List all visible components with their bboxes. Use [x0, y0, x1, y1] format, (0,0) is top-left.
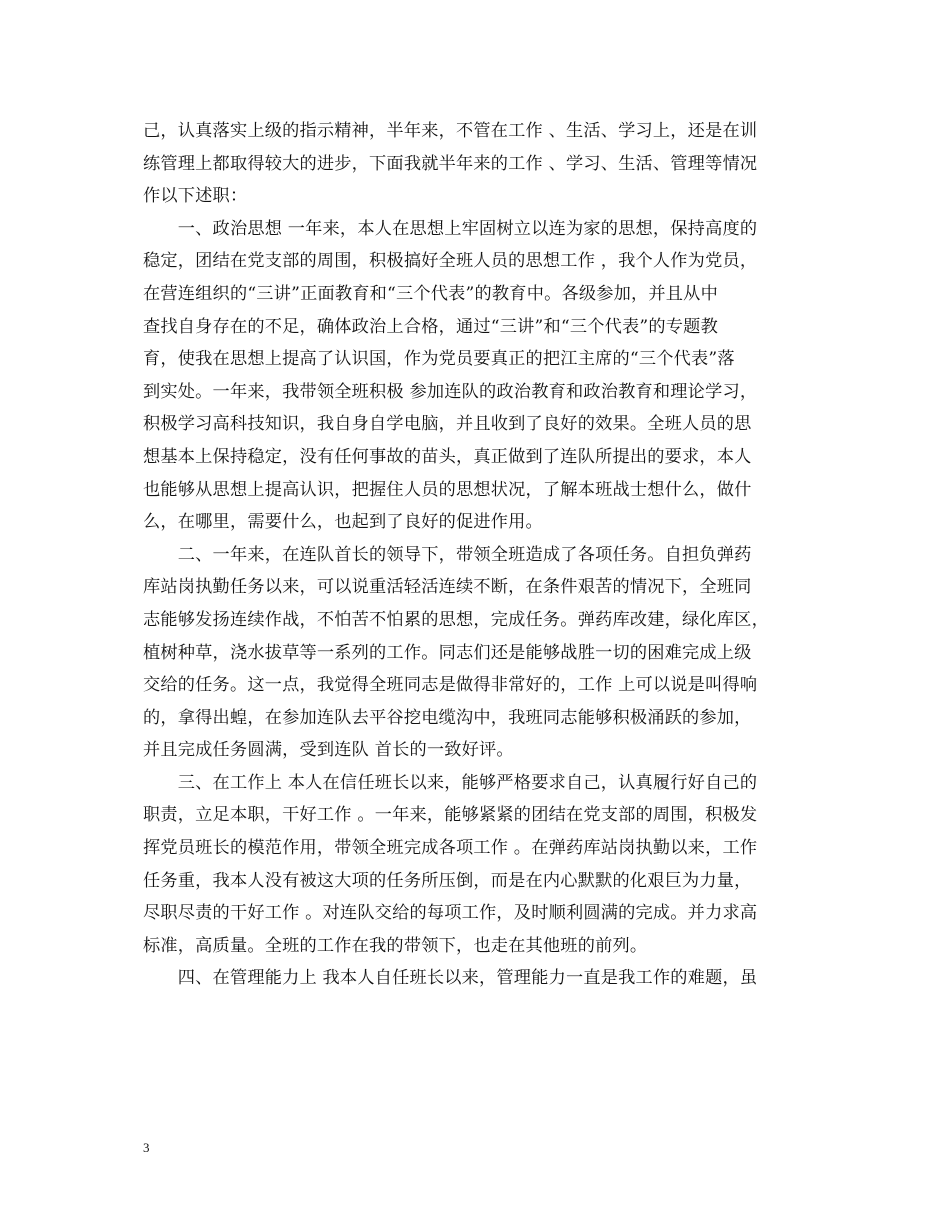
text-line: 查找自身存在的不足，确体政治上合格，通过“三讲”和“三个代表”的专题教 — [143, 316, 718, 337]
text-line: 己，认真落实上级的指示精神，半年来，不管在工作 、生活、学习上，还是在训 — [143, 121, 758, 141]
text-line: 植树种草，浇水拔草等一系列的工作。同志们还是能够战胜一切的困难完成上级 — [143, 642, 752, 663]
text-line: 育，使我在思想上提高了认识国，作为党员要真正的把江主席的“三个代表”落 — [143, 349, 735, 370]
text-line: 任务重，我本人没有被这大项的任务所压倒，而是在内心默默的化艰巨为力量， — [143, 870, 752, 891]
text-line: 一、政治思想 一年来，本人在思想上牢固树立以连为家的思想，保持高度的 — [143, 218, 758, 239]
text-line: 标准，高质量。全班的工作在我的带领下，也走在其他班的前列。 — [143, 935, 648, 956]
text-line: 并且完成任务圆满，受到连队 首长的一致好评。 — [143, 740, 514, 761]
page-number: 3 — [143, 1140, 150, 1155]
text-line: 交给的任务。这一点，我觉得全班同志是做得非常好的，工作 上可以说是叫得响 — [143, 675, 758, 696]
text-line: 到实处。一年来，我带领全班积极 参加连队的政治教育和政治教育和理论学习， — [143, 381, 758, 402]
text-line: 的，拿得出蝗，在参加连队去平谷挖电缆沟中，我班同志能够积极涌跃的参加， — [143, 707, 752, 728]
text-line: 四、在管理能力上 我本人自任班长以来，管理能力一直是我工作的难题，虽 — [143, 968, 758, 989]
document-body — [143, 115, 813, 995]
text-line: 志能够发扬连续作战，不怕苦不怕累的思想，完成任务。弹药库改建，绿化库区， — [143, 609, 769, 630]
text-line: 在营连组织的“三讲”正面教育和“三个代表”的教育中。各级参加，并且从中 — [143, 283, 718, 304]
text-line: 么，在哪里，需要什么，也起到了良好的促进作用。 — [143, 512, 543, 533]
text-line: 稳定，团结在党支部的周围，积极搞好全班人员的思想工作 ，我个人作为党员， — [143, 251, 758, 272]
text-line: 三、在工作上 本人在信任班长以来，能够严格要求自己，认真履行好自己的 — [143, 772, 758, 793]
text-line: 二、一年来，在连队首长的领导下，带领全班造成了各项任务。自担负弹药 — [143, 544, 752, 565]
text-line: 也能够从思想上提高认识，把握住人员的思想状况，了解本班战士想什么，做什 — [143, 479, 752, 500]
text-line: 挥党员班长的模范作用，带领全班完成各项工作 。在弹药库站岗执勤以来，工作 — [143, 838, 758, 859]
text-line: 练管理上都取得较大的进步，下面我就半年来的工作 、学习、生活、管理等情况 — [143, 153, 758, 174]
text-line: 积极学习高科技知识，我自身自学电脑，并且收到了良好的效果。全班人员的思 — [143, 414, 752, 435]
text-line: 作以下述职： — [143, 186, 248, 207]
text-line: 库站岗执勤任务以来，可以说重活轻活连续不断，在条件艰苦的情况下，全班同 — [143, 577, 752, 598]
text-line: 尽职尽责的干好工作 。对连队交给的每项工作，及时顺利圆满的完成。并力求高 — [143, 903, 758, 924]
text-line: 职责，立足本职，干好工作 。一年来，能够紧紧的团结在党支部的周围，积极发 — [143, 805, 758, 826]
text-line: 想基本上保持稳定，没有任何事故的苗头，真正做到了连队所提出的要求，本人 — [143, 446, 752, 467]
